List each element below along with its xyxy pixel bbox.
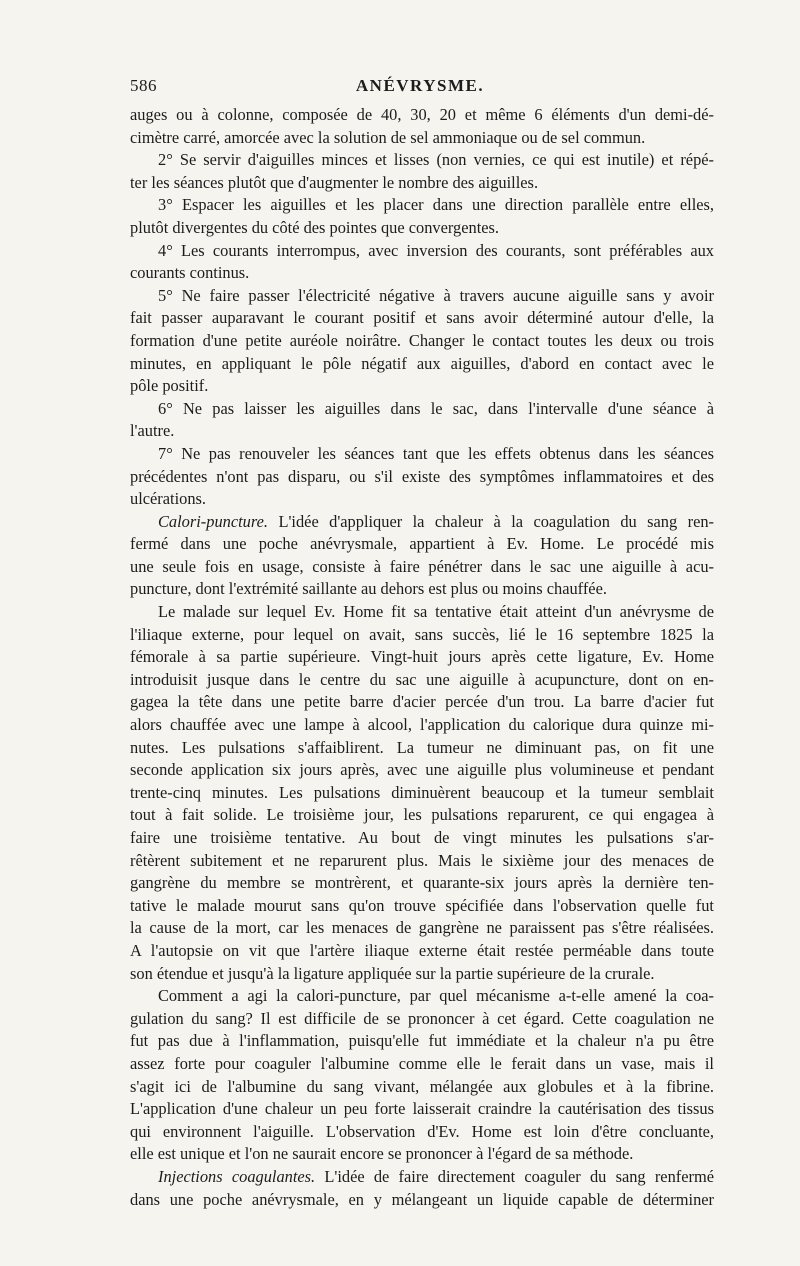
text-line xyxy=(130,262,714,285)
text-line xyxy=(130,172,714,195)
line-text: L'idée de faire directement coaguler du sang renfermé xyxy=(315,1166,714,1186)
line-text: son étendue et jusqu'à la ligature appliquée sur la partie supérieure de la crurale. xyxy=(130,963,655,983)
line-text: trente-cinq minutes. Les pulsations diminuèrent beaucoup et la tumeur semblait xyxy=(130,782,714,802)
text-line xyxy=(130,669,714,692)
text-line xyxy=(130,104,714,127)
text-line xyxy=(130,691,714,714)
text-line xyxy=(130,217,714,240)
line-text: ter les séances plutôt que d'augmenter le nombre des aiguilles. xyxy=(130,172,539,192)
line-text: Le malade sur lequel Ev. Home fit sa tentative était atteint d'un anévrysme de xyxy=(158,602,714,622)
text-line xyxy=(130,398,714,421)
line-text: l'autre. xyxy=(130,421,175,441)
line-text: ulcérations. xyxy=(130,489,207,509)
text-line xyxy=(130,511,714,534)
line-text: 2° Se servir d'aiguilles minces et lisses (non vernies, ce qui est inutile) et répé- xyxy=(158,150,714,170)
line-text: assez forte pour coaguler l'albumine comme elle le ferait dans un vase, mais il xyxy=(130,1053,714,1073)
line-text: qui environnent l'aiguille. L'observation d'Ev. Home est loin d'être concluante, xyxy=(130,1121,714,1141)
text-line xyxy=(130,917,714,940)
text-line xyxy=(130,872,714,895)
line-text: 4° Les courants interrompus, avec inversion des courants, sont préférables aux xyxy=(158,240,714,260)
text-line xyxy=(130,1008,714,1031)
text-line xyxy=(130,307,714,330)
line-text: fut pas due à l'inflammation, puisqu'elle fut immédiate et la chaleur n'a pu être xyxy=(130,1031,714,1051)
text-line xyxy=(130,850,714,873)
text-line xyxy=(130,488,714,511)
text-line xyxy=(130,1053,714,1076)
body-text xyxy=(130,104,714,1211)
line-text: fémorale à sa partie supérieure. Vingt-huit jours après cette ligature, Ev. Home xyxy=(130,647,714,667)
line-text: L'application d'une chaleur un peu forte laisserait craindre la cautérisation des tissus xyxy=(130,1099,714,1119)
running-title: ANÉVRYSME. xyxy=(355,76,485,95)
text-line xyxy=(130,375,714,398)
line-text: une seule fois en usage, consiste à faire pénétrer dans le sac une aiguille à acu- xyxy=(130,556,714,576)
line-text: 6° Ne pas laisser les aiguilles dans le sac, dans l'intervalle d'une séance à xyxy=(158,398,714,418)
text-line xyxy=(130,601,714,624)
text-line xyxy=(130,194,714,217)
text-line xyxy=(130,759,714,782)
line-text: faire une troisième tentative. Au bout de vingt minutes les pulsations s'ar- xyxy=(130,828,714,847)
text-line xyxy=(130,127,714,150)
line-text: fermé dans une poche anévrysmale, appartient à Ev. Home. Le procédé mis xyxy=(130,534,714,554)
line-text: 3° Espacer les aiguilles et les placer dans une direction parallèle entre elles, xyxy=(158,195,714,215)
text-line xyxy=(130,556,714,579)
text-line xyxy=(130,940,714,963)
text-line xyxy=(130,443,714,466)
line-text: auges ou à colonne, composée de 40, 30, 20 et même 6 éléments d'un demi-dé- xyxy=(130,105,714,124)
section-heading: Injections coagulantes. xyxy=(158,1166,316,1186)
text-line xyxy=(130,985,714,1008)
line-text: s'agit ici de l'albumine du sang vivant, mélangée aux globules et à la fibrine. xyxy=(130,1076,714,1096)
line-text: tative le malade mourut sans qu'on trouve spécifiée dans l'observation quelle fut xyxy=(130,895,714,915)
line-text: gangrène du membre se montrèrent, et quarante-six jours après la dernière ten- xyxy=(130,873,714,893)
line-text: puncture, dont l'extrémité saillante au dehors est plus ou moins chauffée. xyxy=(130,579,607,599)
text-line xyxy=(130,1189,714,1212)
text-line xyxy=(130,1121,714,1144)
text-line xyxy=(130,624,714,647)
text-line xyxy=(130,1166,714,1189)
text-line xyxy=(130,1076,714,1099)
line-text: formation d'une petite auréole noirâtre. Changer le contact toutes les deux ou trois xyxy=(130,330,714,350)
text-line xyxy=(130,804,714,827)
text-line xyxy=(130,646,714,669)
line-text: seconde application six jours après, avec une aiguille plus volumineuse et pendant xyxy=(130,760,714,780)
text-line xyxy=(130,420,714,443)
line-text: nutes. Les pulsations s'affaiblirent. La tumeur ne diminuant pas, on fit une xyxy=(130,737,714,757)
text-line xyxy=(130,578,714,601)
page-number: 586 xyxy=(130,76,157,95)
text-line xyxy=(130,466,714,489)
text-line xyxy=(130,1098,714,1121)
text-line xyxy=(130,1030,714,1053)
line-text: elle est unique et l'on ne saurait encore se prononcer à l'égard de sa méthode. xyxy=(130,1144,634,1164)
line-text: tout à fait solide. Le troisième jour, les pulsations reparurent, ce qui engagea à xyxy=(130,805,714,825)
line-text: minutes, en appliquant le pôle négatif aux aiguilles, d'abord en contact avec le xyxy=(130,353,714,373)
line-text: fait passer auparavant le courant positif et sans avoir déterminé autour d'elle, la xyxy=(130,308,714,328)
line-text: l'iliaque externe, pour lequel on avait, sans succès, lié le 16 septembre 1825 la xyxy=(130,624,714,644)
line-text: A l'autopsie on vit que l'artère iliaque externe était restée perméable dans toute xyxy=(130,940,714,960)
line-text: rêtèrent subitement et ne reparurent plus. Mais le sixième jour des menaces de xyxy=(130,850,714,870)
text-line xyxy=(130,963,714,986)
line-text: courants continus. xyxy=(130,263,250,283)
page-header xyxy=(130,76,710,102)
section-heading: Calori-puncture. xyxy=(158,511,269,531)
text-line xyxy=(130,330,714,353)
text-line xyxy=(130,353,714,376)
line-text: L'idée d'appliquer la chaleur à la coagulation du sang ren- xyxy=(268,511,714,531)
line-text: gagea la tête dans une petite barre d'acier percée d'un trou. La barre d'acier fut xyxy=(130,692,714,712)
line-text: alors chauffée avec une lampe à alcool, l'application du calorique dura quinze mi- xyxy=(130,715,714,735)
line-text: la cause de la mort, car les menaces de gangrène ne paraissent pas s'être réalisées. xyxy=(130,918,714,938)
line-text: plutôt divergentes du côté des pointes que convergentes. xyxy=(130,217,500,237)
line-text: gulation du sang? Il est difficile de se prononcer à cet égard. Cette coagulation ne xyxy=(130,1008,714,1028)
text-line xyxy=(130,895,714,918)
text-line xyxy=(130,827,714,850)
line-text: précédentes n'ont pas disparu, ou s'il existe des symptômes inflammatoires et des xyxy=(130,466,714,486)
line-text: pôle positif. xyxy=(130,376,209,396)
text-line xyxy=(130,782,714,805)
text-line xyxy=(130,1143,714,1166)
text-line xyxy=(130,240,714,263)
line-text: introduisit jusque dans le centre du sac une aiguille à acupuncture, dont on en- xyxy=(130,669,714,689)
text-line xyxy=(130,714,714,737)
text-line xyxy=(130,737,714,760)
line-text: Comment a agi la calori-puncture, par quel mécanisme a-t-elle amené la coa- xyxy=(158,986,714,1006)
line-text: cimètre carré, amorcée avec la solution de sel ammoniaque ou de sel commun. xyxy=(130,127,646,147)
text-line xyxy=(130,285,714,308)
line-text: 5° Ne faire passer l'électricité négative à travers aucune aiguille sans y avoir xyxy=(158,285,714,305)
text-line xyxy=(130,149,714,172)
text-line xyxy=(130,533,714,556)
line-text: dans une poche anévrysmale, en y mélangeant un liquide capable de déterminer xyxy=(130,1189,714,1209)
line-text: 7° Ne pas renouveler les séances tant que les effets obtenus dans les séances xyxy=(158,443,714,463)
